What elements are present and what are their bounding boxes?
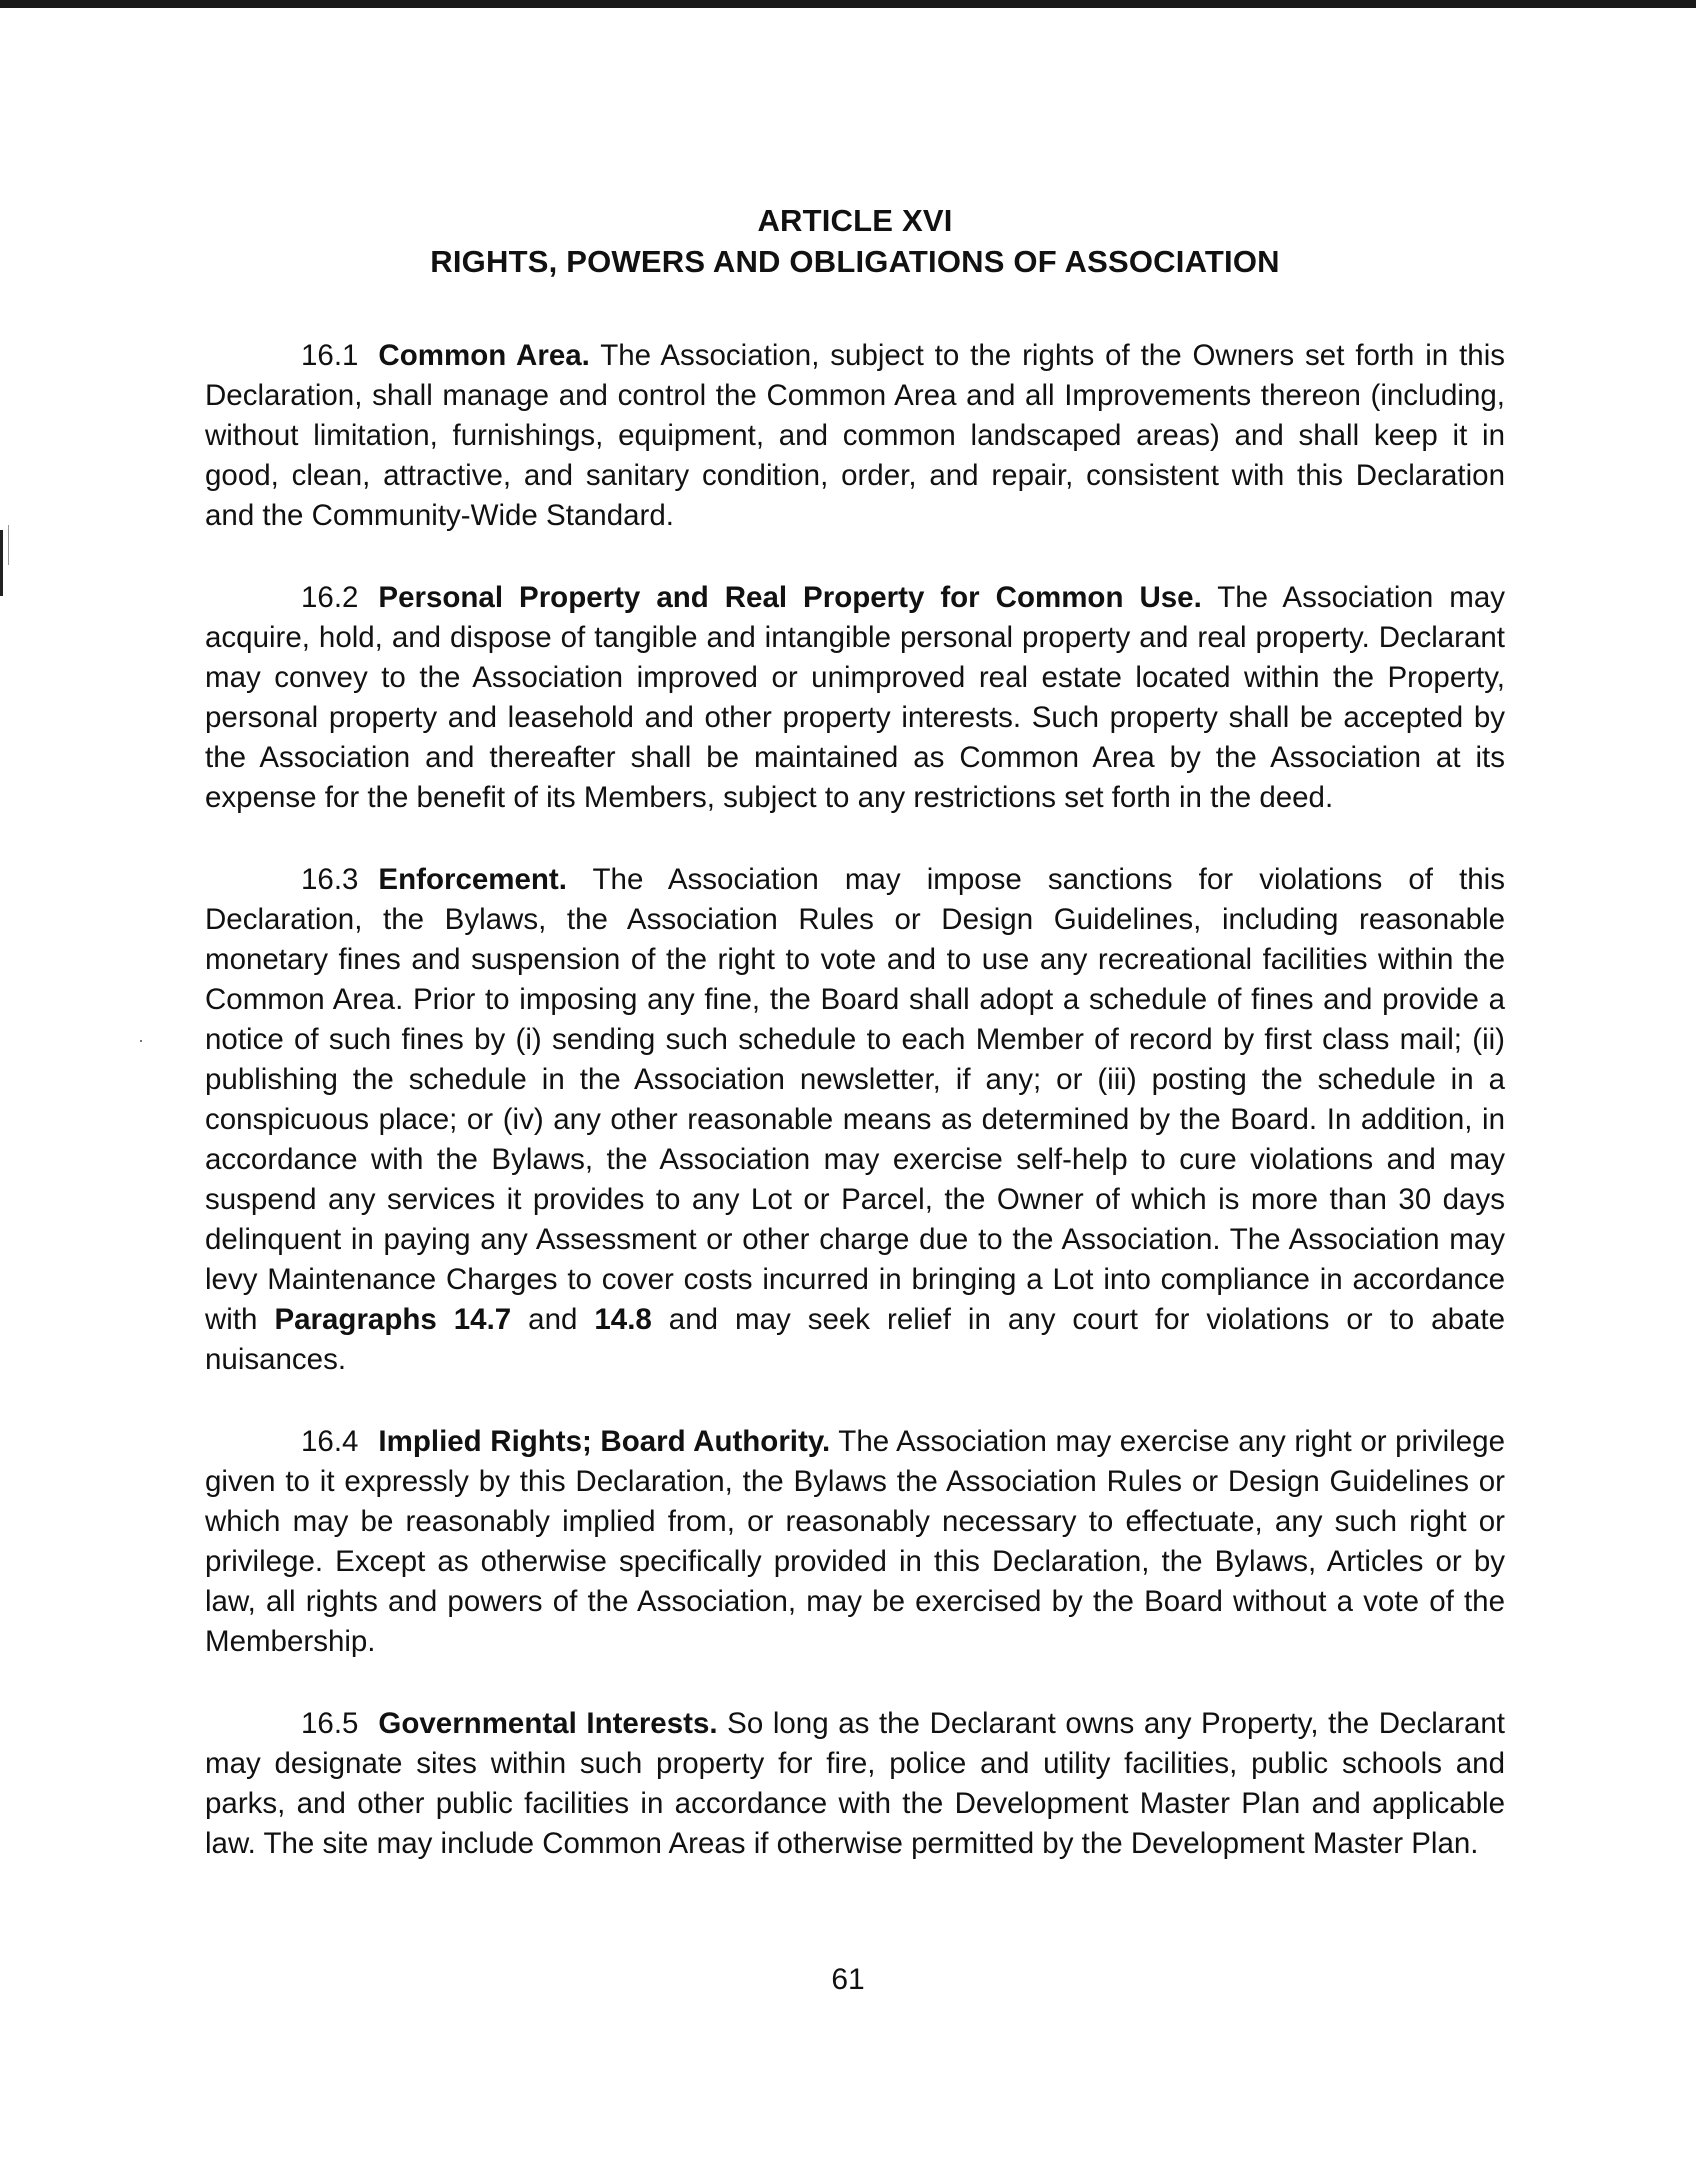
section-number: 16.1	[301, 339, 359, 372]
article-number: ARTICLE XVI	[757, 203, 953, 238]
section-number: 16.2	[301, 581, 359, 614]
section-title: Enforcement.	[378, 863, 567, 896]
section-text: and may seek relief in any court for violations or to abate nuisances.	[205, 1303, 1505, 1376]
article-title: RIGHTS, POWERS AND OBLIGATIONS OF ASSOCIATION	[430, 244, 1280, 279]
margin-scan-mark	[0, 530, 3, 596]
page-number: 61	[831, 1963, 865, 1996]
margin-scan-dot	[140, 1040, 142, 1042]
section-number: 16.4	[301, 1425, 359, 1458]
section-number: 16.5	[301, 1707, 359, 1740]
section-text: The Association, subject to the rights of the Owners set forth in this Declaration, shall manage and control the Common Area and all Improvements thereon (including, without limitation, furnishings, equipment, and common landscaped areas) and shall keep it in good, clean, attractive, and sanitary condition, order, and repair, consistent with this Declaration and the Community-Wide Standard.	[205, 339, 1506, 532]
section-text: The Association may exercise any right or privilege given to it expressly by this Declaration, the Bylaws the Association Rules or Design Guidelines or which may be reasonably implied from, or reasonably necessary to effectuate, any such right or privilege. Except as otherwise specifically provided in this Declaration, the Bylaws, Articles or by law, all rights and powers of the Association, may be exercised by the Board without a vote of the Membership.	[205, 1425, 1505, 1658]
section-text: The Association may impose sanctions for violations of this Declaration, the Bylaws, the Association Rules or Design Guidelines, including reasonable monetary fines and suspension of the right to vote and to use any recreational facilities within the Common Area. Prior to imposing any fine, the Board shall adopt a schedule of fines and provide a notice of such fines by (i) sending such schedule to each Member of record by first class mail; (ii) publishing the schedule in the Association newsletter, if any; or (iii) posting the schedule in a conspicuous place; or (iv) any other reasonable means as determined by the Board. In addition, in accordance with the Bylaws, the Association may exercise self-help to cure violations and may suspend any services it provides to any Lot or Parcel, the Owner of which is more than 30 days delinquent in paying any Assessment or other charge due to the Association. The Association may levy Maintenance Charges to cover costs incurred in bringing a Lot into compliance in accordance with	[205, 863, 1505, 1336]
section-title: Implied Rights; Board Authority.	[378, 1425, 831, 1458]
paragraph-reference: 14.8	[594, 1303, 652, 1336]
margin-scan-mark-faint	[8, 525, 9, 565]
paragraph-reference: Paragraphs 14.7	[274, 1303, 512, 1336]
section-title: Governmental Interests.	[378, 1707, 718, 1740]
section-title: Personal Property and Real Property for Common Use.	[378, 581, 1202, 614]
section-text: So long as the Declarant owns any Property, the Declarant may designate sites within such property for fire, police and utility facilities, public schools and parks, and other public facilities in accordance with the Development Master Plan and applicable law. The site may include Common Areas if otherwise permitted by the Development Master Plan.	[205, 1707, 1505, 1860]
section-text: and	[528, 1303, 578, 1336]
scan-top-edge	[0, 0, 1696, 8]
section-16-1	[205, 336, 1505, 536]
article-heading	[205, 200, 1505, 282]
section-16-4	[205, 1422, 1505, 1662]
section-16-3	[205, 860, 1505, 1380]
section-16-2	[205, 578, 1505, 818]
section-16-5	[205, 1704, 1505, 1864]
section-text: The Association may acquire, hold, and dispose of tangible and intangible personal property and real property. Declarant may convey to the Association improved or unimproved real estate located within the Property, personal property and leasehold and other property interests. Such property shall be accepted by the Association and thereafter shall be maintained as Common Area by the Association at its expense for the benefit of its Members, subject to any restrictions set forth in the deed.	[205, 581, 1505, 814]
document-page	[205, 200, 1505, 1864]
section-title: Common Area.	[378, 339, 590, 372]
section-number: 16.3	[301, 863, 359, 896]
